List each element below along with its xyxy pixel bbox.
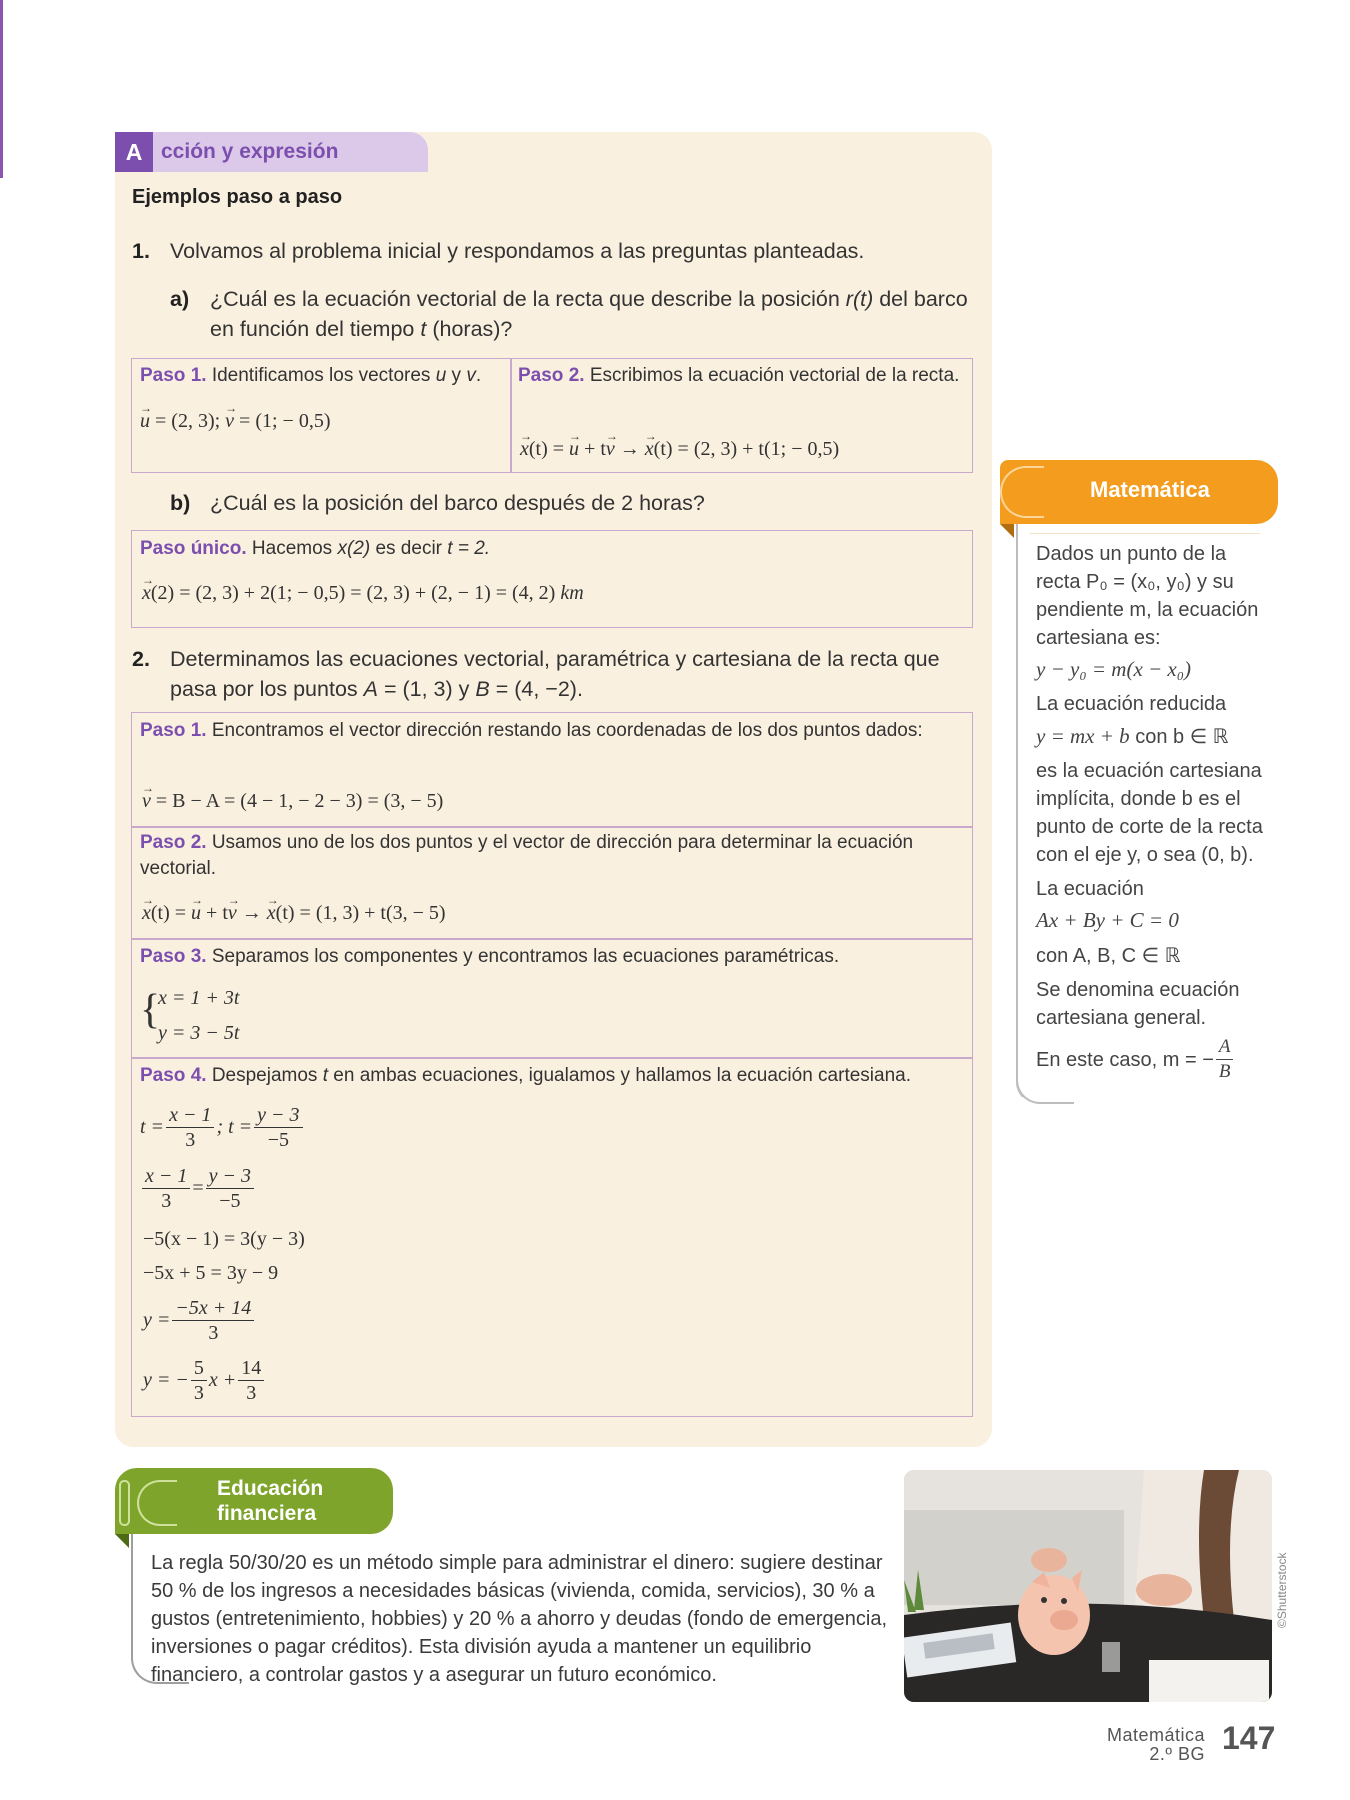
divider (131, 826, 973, 828)
callout-paragraph-2: La ecuación reducida (1036, 693, 1227, 715)
step-2-2: Paso 2. Usamos uno de los dos puntos y el vector de dirección para determinar la ecuación vectorial. (140, 832, 914, 879)
section-tab (115, 132, 428, 172)
callout-formula-reduced: y = mx + b con b ∈ ℝ (1036, 724, 1229, 748)
step-1-a-math: → u = (2, 3); → v = (1; − 0,5) (140, 408, 330, 434)
step-2-a-math: → x(t) = → u + t→ v → → x(t) = (2, 3) + t(1; − 0,5) (520, 436, 839, 462)
example-1-statement: 1. Volvamos al problema inicial y respondamos a las preguntas planteadas. (132, 239, 865, 263)
example-2-statement: 2. Determinamos las ecuaciones vectorial, paramétrica y cartesiana de la recta que pasa por los puntos A = (1, 3) y B = (4, −2). (132, 647, 940, 701)
ribbon-fold (115, 1534, 129, 1548)
step-3-2: Paso 3. Separamos los componentes y encontramos las ecuaciones paramétricas. (140, 946, 840, 967)
step-unico: Paso único. Hacemos x(2) es decir t = 2. (140, 538, 491, 559)
param-eq-y: y = 3 − 5t (158, 1022, 240, 1044)
derivation-line-4: −5x + 5 = 3y − 9 (143, 1262, 279, 1284)
derivation-line-1: t = $\frac{x - 1}{3}$ ; t = $\frac{y - 3}{-5}$ (140, 1103, 305, 1152)
footer-subject: Matemática 2.º BG (1106, 1725, 1205, 1764)
divider (1030, 533, 1260, 534)
section-heading: Ejemplos paso a paso (132, 186, 343, 208)
callout-formula-point-slope: y − y₀ = m(x − x₀) (1036, 657, 1192, 681)
callout-slope-formula: En este caso, m = − $\frac{A}{B}$ (1036, 1035, 1276, 1084)
educacion-financiera-text: La regla 50/30/20 es un método simple para administrar el dinero: sugiere destinar 50 % de los ingresos a necesidades básicas (vivienda, comida, servicios), 30 % a gustos (entretenimiento, hobbies) y 20 % a ahorro y deudas (fondo de emergencia, inversiones o pagar créditos). Esta división ayuda a mantener un equilibrio financiero, a controlar gastos y a asegurar un futuro económico. (151, 1552, 887, 1686)
step-1-a: Paso 1. Identificamos los vectores u y v. (140, 365, 482, 386)
step-1-2: Paso 1. Encontramos el vector dirección restando las coordenadas de los dos puntos dados: (140, 720, 923, 741)
step-2-2-math: → x(t) = → u + t→ v → → x(t) = (1, 3) + t(3, − 5) (142, 900, 446, 926)
photo-illustration (904, 1470, 1272, 1702)
ribbon-fold (1000, 524, 1014, 538)
ic-logo-icon (137, 1480, 177, 1526)
derivation-line-2: $\frac{x - 1}{3}$ = $\frac{y - 3}{-5}$ (140, 1164, 256, 1213)
page-number: 147 (1222, 1720, 1276, 1756)
system-brace: { (140, 987, 161, 1033)
callout-formula-general: Ax + By + C = 0 (1036, 908, 1179, 932)
matematica-callout-header (1000, 460, 1278, 524)
param-eq-x: x = 1 + 3t (158, 987, 240, 1009)
ic-logo-icon (119, 1480, 130, 1526)
step-unico-math: → x(2) = (2, 3) + 2(1; − 0,5) = (2, 3) + (2, − 1) = (4, 2) km (142, 580, 584, 606)
callout-paragraph-5: con A, B, C ∈ ℝ (1036, 945, 1181, 967)
divider (510, 358, 512, 473)
callout-paragraph-3: es la ecuación cartesiana implícita, donde b es el punto de corte de la recta con el eje y, o sea (0, b). (1036, 760, 1263, 866)
step-1-2-math: → v = B − A = (4 − 1, − 2 − 3) = (3, − 5) (142, 788, 443, 814)
question-b: b) ¿Cuál es la posición del barco después de 2 horas? (170, 491, 705, 515)
callout-paragraph-4: La ecuación (1036, 878, 1144, 900)
callout-paragraph-6: Se denomina ecuación cartesiana general. (1036, 979, 1240, 1029)
question-a: a) ¿Cuál es la ecuación vectorial de la recta que describe la posición r(t) del barco en función del tiempo t (horas)? (170, 287, 968, 341)
derivation-line-3: −5(x − 1) = 3(y − 3) (143, 1228, 305, 1250)
section-tab-label: cción y expresión (161, 140, 339, 163)
piggy-bank-photo (904, 1470, 1272, 1702)
divider (131, 938, 973, 940)
divider (131, 1057, 973, 1059)
photo-credit: ©Shutterstock (1275, 1552, 1289, 1628)
step-4-2: Paso 4. Despejamos t en ambas ecuaciones, igualamos y hallamos la ecuación cartesiana. (140, 1065, 911, 1086)
callout-paragraph-1: Dados un punto de la recta P₀ = (x₀, y₀) y su pendiente m, la ecuación cartesiana es: (1036, 543, 1259, 649)
callout-title: Educación financiera (217, 1477, 324, 1525)
step-2-a: Paso 2. Escribimos la ecuación vectorial de la recta. (518, 365, 960, 386)
derivation-line-6: y = − $\frac{5}{3}$ x + $\frac{14}{3}$ (143, 1356, 266, 1405)
callout-title: Matemática (1090, 477, 1210, 502)
page-edge-rule (0, 0, 3, 178)
educacion-financiera-header (115, 1468, 393, 1534)
c-logo-icon (1000, 466, 1044, 518)
derivation-line-5: y = $\frac{-5x + 14}{3}$ (143, 1296, 256, 1345)
section-tab-initial: A (115, 132, 153, 172)
